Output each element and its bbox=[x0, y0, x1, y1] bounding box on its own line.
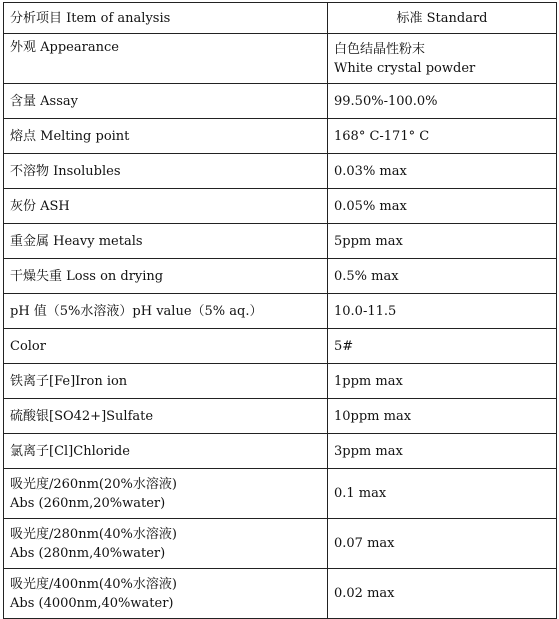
analysis-item-cell bbox=[4, 399, 328, 434]
analysis-item-text: 氯离子[Cl]Chloride bbox=[10, 443, 130, 459]
standard-value-cell bbox=[328, 399, 557, 434]
standard-value-text: 0.02 max bbox=[334, 586, 395, 601]
analysis-item-text: 不溶物 Insolubles bbox=[10, 163, 121, 179]
column-header-standard: 标准 Standard bbox=[328, 3, 557, 34]
standard-value-cell bbox=[328, 329, 557, 364]
analysis-item-text: 熔点 Melting point bbox=[10, 128, 130, 144]
table-row bbox=[4, 434, 557, 469]
analysis-item-cell bbox=[4, 259, 328, 294]
standard-value-text: 168° C-171° C bbox=[334, 128, 430, 144]
analysis-item-text: Abs (260nm,20%water) bbox=[10, 495, 166, 511]
table-row bbox=[4, 364, 557, 399]
standard-value-cell bbox=[328, 154, 557, 189]
standard-value-text: 0.5% max bbox=[334, 268, 399, 284]
standard-value-cell bbox=[328, 294, 557, 329]
column-header-item: 分析项目 Item of analysis bbox=[4, 3, 328, 34]
table-row bbox=[4, 154, 557, 189]
analysis-item-text: 灰份 ASH bbox=[10, 198, 70, 214]
standard-value-text: 10.0-11.5 bbox=[334, 303, 397, 319]
standard-value-cell bbox=[328, 519, 557, 569]
standard-value-cell bbox=[328, 224, 557, 259]
standard-value-cell bbox=[328, 364, 557, 399]
analysis-item-cell bbox=[4, 569, 328, 619]
standard-value-cell bbox=[328, 189, 557, 224]
standard-value-text: 1ppm max bbox=[334, 373, 403, 389]
table-row bbox=[4, 519, 557, 569]
standard-value-cell bbox=[328, 34, 557, 84]
analysis-item-text: Color bbox=[10, 338, 46, 354]
standard-value-text: 5ppm max bbox=[334, 233, 403, 249]
table-header-row bbox=[4, 3, 557, 34]
analysis-item-cell bbox=[4, 34, 328, 84]
analysis-item-cell bbox=[4, 469, 328, 519]
standard-value-text: 5# bbox=[334, 338, 354, 354]
standard-value-text: 10ppm max bbox=[334, 408, 412, 424]
table-row bbox=[4, 189, 557, 224]
analysis-item-cell bbox=[4, 84, 328, 119]
analysis-item-text: 外观 Appearance bbox=[10, 40, 119, 55]
table-row bbox=[4, 569, 557, 619]
analysis-item-cell bbox=[4, 364, 328, 399]
standard-value-cell bbox=[328, 434, 557, 469]
standard-value-cell bbox=[328, 84, 557, 119]
table-row bbox=[4, 329, 557, 364]
analysis-table bbox=[3, 2, 557, 619]
analysis-item-text: 干燥失重 Loss on drying bbox=[10, 268, 164, 284]
table-row bbox=[4, 224, 557, 259]
table-row bbox=[4, 399, 557, 434]
table-row bbox=[4, 119, 557, 154]
table-row bbox=[4, 259, 557, 294]
analysis-item-text: Abs (4000nm,40%water) bbox=[10, 595, 174, 611]
analysis-item-cell bbox=[4, 154, 328, 189]
analysis-item-cell bbox=[4, 224, 328, 259]
standard-value-text: 0.1 max bbox=[334, 486, 387, 501]
standard-value-text: White crystal powder bbox=[334, 60, 476, 76]
analysis-item-cell bbox=[4, 189, 328, 224]
analysis-item-cell bbox=[4, 119, 328, 154]
analysis-item-cell bbox=[4, 434, 328, 469]
standard-value-cell bbox=[328, 259, 557, 294]
standard-value-text: 白色结晶性粉末 bbox=[334, 41, 426, 57]
standard-value-cell bbox=[328, 469, 557, 519]
standard-value-text: 0.07 max bbox=[334, 536, 395, 551]
analysis-item-cell bbox=[4, 294, 328, 329]
analysis-item-cell bbox=[4, 519, 328, 569]
analysis-item-text: 吸光度/400nm(40%水溶液) bbox=[10, 576, 177, 592]
analysis-item-text: 硫酸银[SO42+]Sulfate bbox=[10, 408, 154, 424]
analysis-item-text: Abs (280nm,40%water) bbox=[10, 545, 166, 561]
analysis-item-text: 含量 Assay bbox=[10, 93, 78, 109]
analysis-item-text: 铁离子[Fe]Iron ion bbox=[10, 373, 128, 389]
analysis-document bbox=[3, 2, 556, 619]
analysis-item-text: 吸光度/260nm(20%水溶液) bbox=[10, 476, 177, 492]
table-row bbox=[4, 294, 557, 329]
analysis-item-text: pH 值（5%水溶液）pH value（5% aq.） bbox=[10, 303, 263, 319]
table-body bbox=[4, 34, 557, 619]
standard-value-text: 0.05% max bbox=[334, 198, 407, 214]
standard-value-text: 3ppm max bbox=[334, 443, 403, 459]
table-row bbox=[4, 34, 557, 84]
analysis-item-text: 重金属 Heavy metals bbox=[10, 233, 143, 249]
analysis-item-text: 吸光度/280nm(40%水溶液) bbox=[10, 526, 177, 542]
standard-value-cell bbox=[328, 569, 557, 619]
table-row bbox=[4, 469, 557, 519]
standard-value-text: 99.50%-100.0% bbox=[334, 93, 438, 109]
table-row bbox=[4, 84, 557, 119]
standard-value-cell bbox=[328, 119, 557, 154]
analysis-item-cell bbox=[4, 329, 328, 364]
standard-value-text: 0.03% max bbox=[334, 163, 407, 179]
